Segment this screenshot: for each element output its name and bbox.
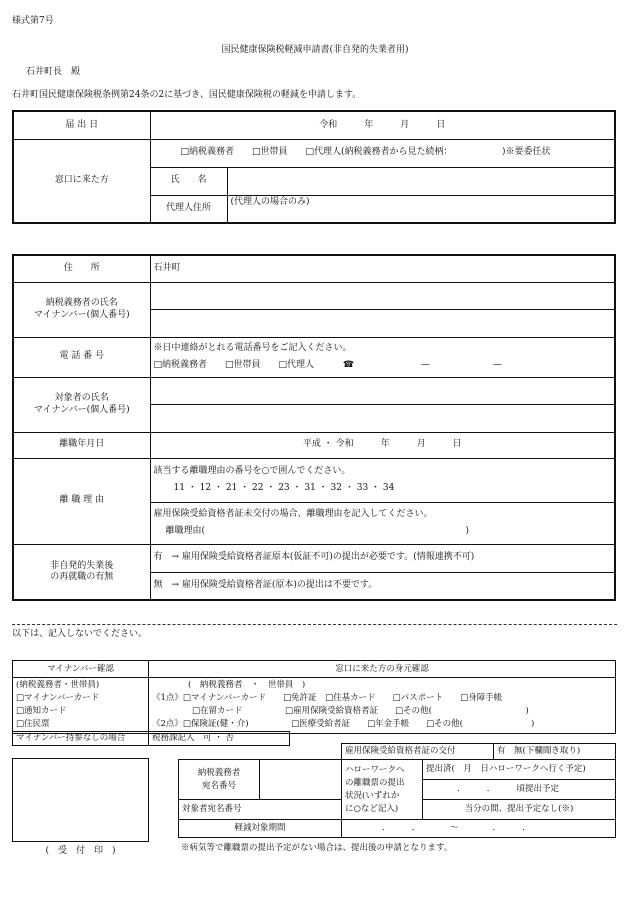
taxpayer-mynumber-label: マイナンバー(個人番号) <box>33 309 130 320</box>
resign-date-label: 離職年月日 <box>13 432 150 458</box>
tax-entry-field[interactable]: 税務課記入 可 ・ 否 <box>149 732 290 746</box>
reason-label: 離 職 理 由 <box>13 458 150 544</box>
mn-resident-check[interactable]: □住民票 <box>16 719 50 729</box>
reduction-period-label: 軽減対象期間 <box>179 820 342 838</box>
reason-codes[interactable]: 11 ・ 12 ・ 21 ・ 22 ・ 23 ・ 31 ・ 32 ・ 33 ・ 34 <box>173 483 395 493</box>
phone-field[interactable] <box>150 337 615 377</box>
id-one-point-row1[interactable]: 《1点》□マイナンバーカード □免許証 □住基カード □パスポート □身障手帳 <box>152 693 503 703</box>
phone-note: ※日中連絡がとれる電話番号をご記入ください。 <box>153 343 352 354</box>
identity-check-header: 窓口に来た方の身元確認 <box>149 661 616 678</box>
taxpayer-addr-no-label <box>179 760 260 800</box>
footnote: ※病気等で離職票の提出予定がない場合は、提出後の申請となります。 <box>181 843 453 853</box>
id-one-point-row2[interactable]: □在留カード □雇用保険受給資格者証 □その他( ) <box>192 706 529 716</box>
hellowork-planned[interactable]: ． ． 頃提出予定 <box>423 780 616 800</box>
visitor-label: 窓口に来た方 <box>13 139 150 223</box>
no-mynumber-table <box>12 731 290 746</box>
resign-date-field[interactable]: 平成 ・ 令和 年 月 日 <box>150 432 615 458</box>
reason-close-paren: ) <box>465 526 470 536</box>
office-detail-table <box>178 759 616 838</box>
target-addr-no-label: 対象者宛名番号 <box>179 800 342 820</box>
proxy-address-field[interactable] <box>227 195 615 223</box>
reason-detail-field[interactable] <box>150 502 615 544</box>
taxpayer-addr-no-line2: 宛名番号 <box>201 780 236 791</box>
visitor-options[interactable]: □納税義務者 □世帯員 □代理人(納税義務者から見た続柄： )※要委任状 <box>150 139 615 167</box>
target-name-label: 対象者の氏名 <box>54 393 109 404</box>
identity-table <box>12 660 616 734</box>
phone-label: 電 話 番 号 <box>13 337 150 377</box>
mynumber-check-options[interactable] <box>13 678 149 734</box>
filing-date-label: 届 出 日 <box>13 111 150 139</box>
reemploy-label-line2: の再就職の有無 <box>50 571 114 582</box>
hellowork-line2: の離職票の提出 <box>345 777 405 788</box>
form-number: 様式第7号 <box>12 16 54 26</box>
reemploy-label <box>13 544 150 600</box>
taxpayer-mynumber-field[interactable] <box>150 309 615 337</box>
mn-card-check[interactable]: □マイナンバーカード <box>16 693 100 703</box>
target-name-field[interactable] <box>150 377 615 404</box>
filing-table <box>12 110 616 224</box>
reason-text-input[interactable]: 離職理由( <box>165 526 206 536</box>
cert-issue-table <box>341 743 616 760</box>
receipt-stamp-box <box>12 758 149 842</box>
target-mynumber-label: マイナンバー(個人番号) <box>33 404 130 415</box>
reduction-period-field[interactable]: ． ． 〜 ． ． <box>342 820 616 838</box>
taxpayer-label <box>13 282 150 337</box>
form-title: 国民健康保険税軽減申請書(非自発的失業者用) <box>221 45 409 55</box>
reason-note: 該当する離職理由の番号を○で囲んでください。 <box>153 465 351 476</box>
hellowork-line4: に○など記入) <box>345 803 399 814</box>
id-two-point-row[interactable]: 《2点》□保険証(健・介) □医療受給者証 □年金手帳 □その他( ) <box>152 719 535 729</box>
reemploy-no-option[interactable]: 無 → 雇用保険受給資格者証(原本)の提出は不要です。 <box>150 572 615 600</box>
intro-text: 石井町国民健康保険税条例第24条の2に基づき、国民健康保険税の軽減を申請します。 <box>12 90 362 100</box>
address-label: 住 所 <box>13 255 150 282</box>
no-mynumber-label: マイナンバー持参なしの場合 <box>13 732 149 746</box>
identity-check-options[interactable] <box>149 678 616 734</box>
proxy-address-note: (代理人の場合のみ) <box>230 196 310 207</box>
cut-line <box>12 624 617 625</box>
phone-separators: — — <box>420 359 502 370</box>
hellowork-line1: ハローワークへ <box>345 764 405 775</box>
taxpayer-addr-no-line1: 納税義務者 <box>197 767 241 778</box>
target-label <box>13 377 150 432</box>
filing-date-field[interactable]: 令和 年 月 日 <box>150 111 615 139</box>
hellowork-submitted[interactable]: 提出済( 月 日ハローワークへ行く予定) <box>423 760 616 780</box>
phone-owner-options[interactable]: □納税義務者 □世帯員 □代理人 <box>153 359 315 370</box>
visitor-name-field[interactable] <box>227 167 615 195</box>
mn-notice-check[interactable]: □通知カード <box>16 706 67 716</box>
mynumber-check-header: マイナンバー確認 <box>13 661 149 678</box>
applicant-table <box>12 254 616 601</box>
cert-issue-field[interactable]: 有 無(下欄聞き取り) <box>494 744 616 760</box>
id-subject: ( 納税義務者 ・ 世帯員 ) <box>188 680 306 690</box>
taxpayer-name-label: 納税義務者の氏名 <box>45 298 118 309</box>
mn-subject: (納税義務者・世帯員) <box>16 680 100 690</box>
office-use-note: 以下は、記入しないでください。 <box>12 629 148 639</box>
cert-issue-label: 雇用保険受給資格者証の交付 <box>342 744 494 760</box>
hellowork-line3: 状況(いずれか <box>345 790 400 801</box>
hellowork-label <box>342 760 423 820</box>
taxpayer-addr-no-field[interactable] <box>260 760 342 800</box>
reason-unissued-note: 雇用保険受給資格者証未交付の場合、離職理由を記入してください。 <box>153 508 433 519</box>
taxpayer-name-field[interactable] <box>150 282 615 309</box>
addressee: 石井町長 殿 <box>26 67 81 77</box>
hellowork-none[interactable]: 当分の間、提出予定なし(※) <box>423 800 616 820</box>
reason-codes-field[interactable] <box>150 458 615 502</box>
reemploy-label-line1: 非自発的失業後 <box>50 560 114 571</box>
reemploy-yes-option[interactable]: 有 → 雇用保険受給資格者証原本(仮証不可)の提出が必要です。(情報連携不可) <box>150 544 615 572</box>
telephone-icon: ☎ <box>342 359 355 370</box>
receipt-stamp-label: ( 受 付 印 ) <box>45 846 116 856</box>
address-field[interactable]: 石井町 <box>150 255 615 282</box>
proxy-address-label: 代理人住所 <box>150 195 227 223</box>
visitor-name-label: 氏 名 <box>150 167 227 195</box>
target-mynumber-field[interactable] <box>150 404 615 432</box>
